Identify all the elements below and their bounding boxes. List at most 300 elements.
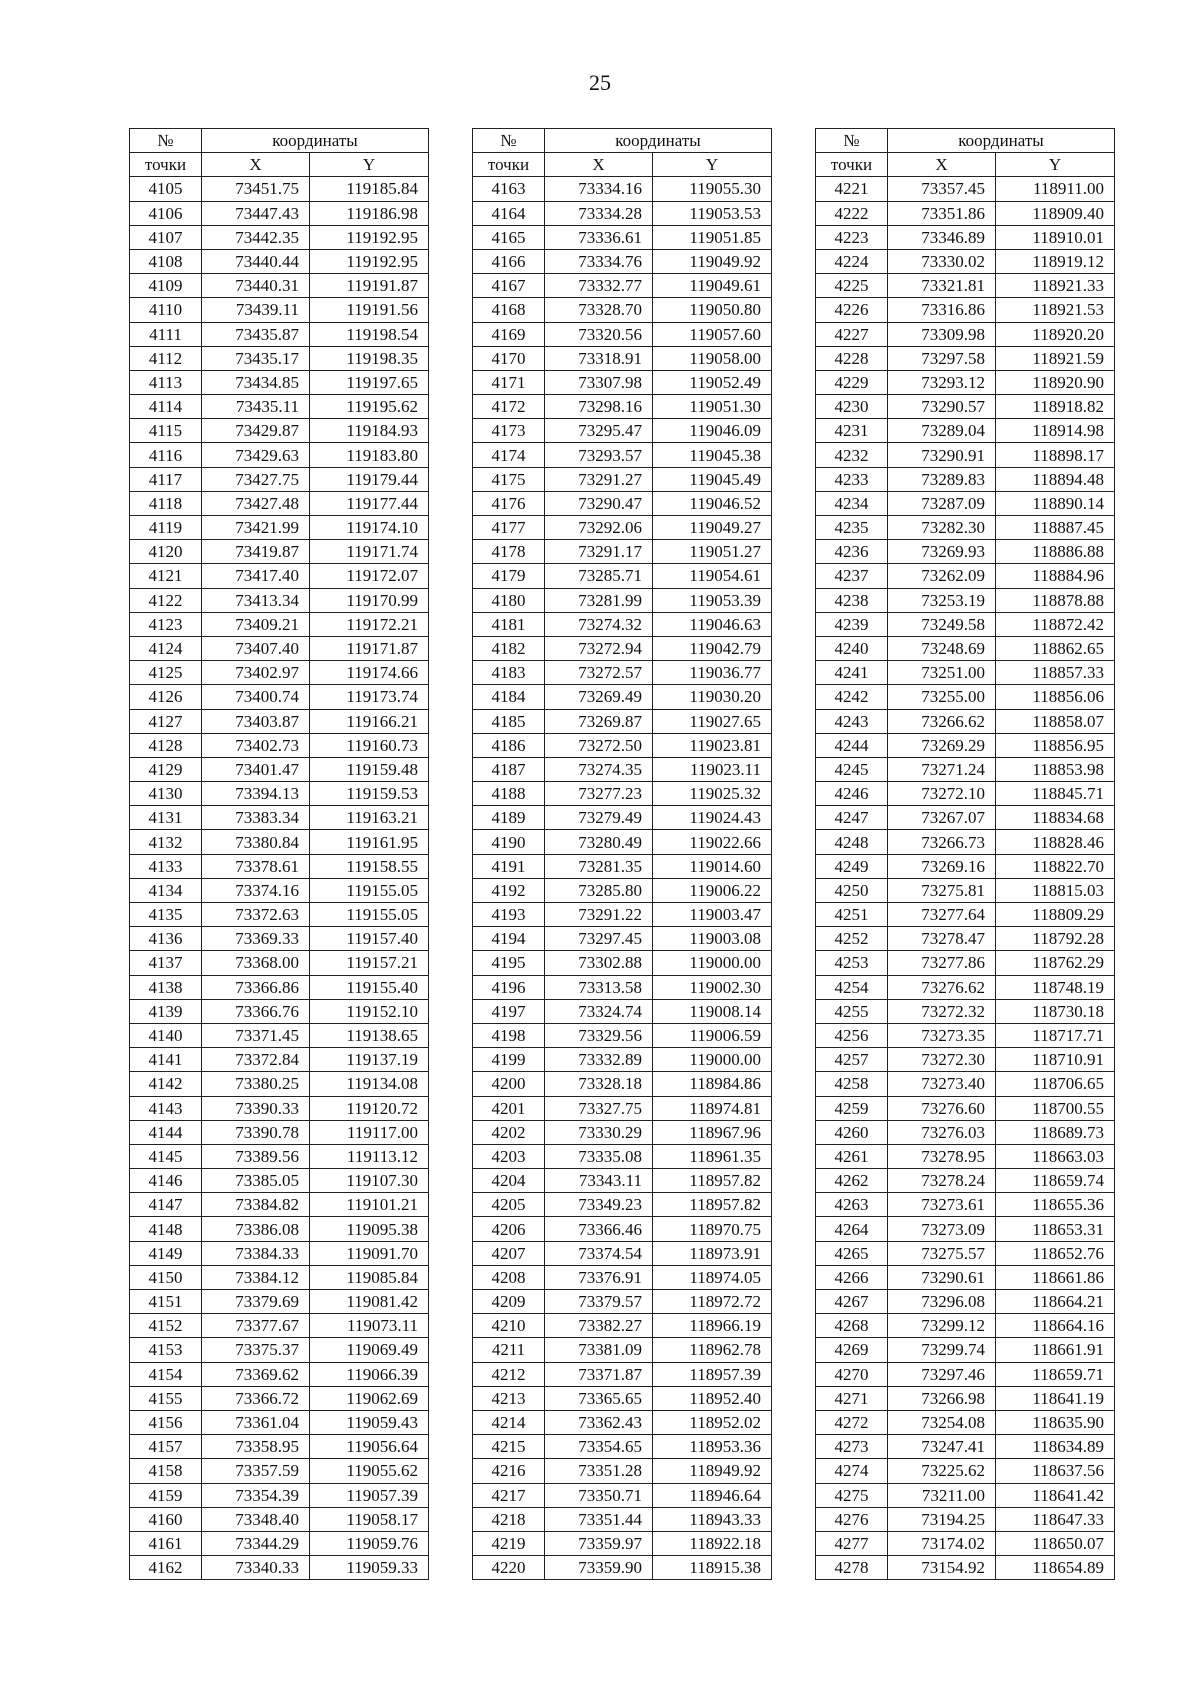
x-coordinate-cell: 73266.98 [888,1386,996,1410]
y-coordinate-cell: 119030.20 [653,685,772,709]
y-coordinate-cell: 119177.44 [310,491,429,515]
table-row [816,661,1115,685]
point-number-cell: 4226 [816,298,888,322]
y-coordinate-cell: 118700.55 [996,1096,1115,1120]
x-coordinate-cell: 73334.16 [545,177,653,201]
point-number-cell: 4185 [473,709,545,733]
table-row [130,999,429,1023]
x-coordinate-cell: 73277.23 [545,782,653,806]
point-number-cell: 4247 [816,806,888,830]
y-coordinate-cell: 118706.65 [996,1072,1115,1096]
point-number-cell: 4128 [130,733,202,757]
y-coordinate-cell: 118634.89 [996,1435,1115,1459]
x-coordinate-cell: 73321.81 [888,274,996,298]
x-coordinate-cell: 73421.99 [202,516,310,540]
table-body [816,177,1115,1580]
point-number-cell: 4267 [816,1290,888,1314]
y-coordinate-cell: 118973.91 [653,1241,772,1265]
point-number-cell: 4203 [473,1144,545,1168]
point-number-cell: 4115 [130,419,202,443]
y-coordinate-cell: 118710.91 [996,1048,1115,1072]
x-coordinate-cell: 73293.57 [545,443,653,467]
x-coordinate-cell: 73285.71 [545,564,653,588]
point-number-cell: 4260 [816,1120,888,1144]
y-coordinate-cell: 118661.91 [996,1338,1115,1362]
y-coordinate-cell: 118872.42 [996,612,1115,636]
point-number-cell: 4219 [473,1531,545,1555]
y-coordinate-cell: 118984.86 [653,1072,772,1096]
point-number-cell: 4175 [473,467,545,491]
x-coordinate-cell: 73276.62 [888,975,996,999]
point-number-cell: 4263 [816,1193,888,1217]
point-number-cell: 4238 [816,588,888,612]
point-number-cell: 4237 [816,564,888,588]
table-row [130,854,429,878]
y-coordinate-cell: 118949.92 [653,1459,772,1483]
x-coordinate-cell: 73297.58 [888,346,996,370]
point-number-cell: 4215 [473,1435,545,1459]
point-number-cell: 4276 [816,1507,888,1531]
y-coordinate-cell: 118809.29 [996,903,1115,927]
x-coordinate-cell: 73394.13 [202,782,310,806]
x-coordinate-cell: 73297.45 [545,927,653,951]
x-coordinate-cell: 73290.61 [888,1265,996,1289]
y-coordinate-cell: 119023.11 [653,757,772,781]
y-coordinate-cell: 119113.12 [310,1144,429,1168]
y-coordinate-cell: 118961.35 [653,1144,772,1168]
point-number-cell: 4257 [816,1048,888,1072]
point-number-cell: 4107 [130,225,202,249]
point-number-cell: 4106 [130,201,202,225]
point-number-cell: 4160 [130,1507,202,1531]
y-coordinate-cell: 119138.65 [310,1023,429,1047]
y-coordinate-cell: 119057.39 [310,1483,429,1507]
x-coordinate-cell: 73291.27 [545,467,653,491]
y-coordinate-cell: 118641.42 [996,1483,1115,1507]
point-number-cell: 4195 [473,951,545,975]
table-row [130,709,429,733]
x-coordinate-cell: 73273.35 [888,1023,996,1047]
y-coordinate-cell: 119172.21 [310,612,429,636]
y-coordinate-cell: 119046.52 [653,491,772,515]
table-row [473,1386,772,1410]
table-row [130,1072,429,1096]
y-coordinate-cell: 118654.89 [996,1556,1115,1580]
y-coordinate-cell: 119195.62 [310,395,429,419]
point-number-cell: 4232 [816,443,888,467]
point-number-cell: 4144 [130,1120,202,1144]
header-number: № [473,129,545,153]
header-x: X [545,153,653,177]
y-coordinate-cell: 118910.01 [996,225,1115,249]
x-coordinate-cell: 73372.63 [202,903,310,927]
table-row [130,757,429,781]
point-number-cell: 4217 [473,1483,545,1507]
y-coordinate-cell: 119157.21 [310,951,429,975]
y-coordinate-cell: 119036.77 [653,661,772,685]
y-coordinate-cell: 119046.09 [653,419,772,443]
point-number-cell: 4148 [130,1217,202,1241]
table-row [816,1386,1115,1410]
point-number-cell: 4189 [473,806,545,830]
y-coordinate-cell: 119184.93 [310,419,429,443]
table-row [816,419,1115,443]
y-coordinate-cell: 118884.96 [996,564,1115,588]
point-number-cell: 4118 [130,491,202,515]
y-coordinate-cell: 119022.66 [653,830,772,854]
point-number-cell: 4228 [816,346,888,370]
y-coordinate-cell: 118862.65 [996,636,1115,660]
x-coordinate-cell: 73174.02 [888,1531,996,1555]
point-number-cell: 4113 [130,370,202,394]
point-number-cell: 4275 [816,1483,888,1507]
x-coordinate-cell: 73378.61 [202,854,310,878]
table-row [473,1023,772,1047]
header-y: Y [653,153,772,177]
x-coordinate-cell: 73332.77 [545,274,653,298]
x-coordinate-cell: 73366.72 [202,1386,310,1410]
x-coordinate-cell: 73440.44 [202,249,310,273]
point-number-cell: 4196 [473,975,545,999]
table-row [816,951,1115,975]
x-coordinate-cell: 73383.34 [202,806,310,830]
point-number-cell: 4225 [816,274,888,298]
point-number-cell: 4251 [816,903,888,927]
table-row [816,1265,1115,1289]
y-coordinate-cell: 118664.16 [996,1314,1115,1338]
table-row [130,1531,429,1555]
x-coordinate-cell: 73380.25 [202,1072,310,1096]
x-coordinate-cell: 73435.87 [202,322,310,346]
y-coordinate-cell: 119101.21 [310,1193,429,1217]
table-row [130,1023,429,1047]
table-row [816,757,1115,781]
table-row [130,1096,429,1120]
table-row [816,878,1115,902]
point-number-cell: 4265 [816,1241,888,1265]
y-coordinate-cell: 119191.87 [310,274,429,298]
table-row [130,1193,429,1217]
y-coordinate-cell: 118890.14 [996,491,1115,515]
table-row [130,249,429,273]
y-coordinate-cell: 118972.72 [653,1290,772,1314]
table-row [130,830,429,854]
x-coordinate-cell: 73291.22 [545,903,653,927]
x-coordinate-cell: 73365.65 [545,1386,653,1410]
point-number-cell: 4142 [130,1072,202,1096]
table-row [816,395,1115,419]
x-coordinate-cell: 73285.80 [545,878,653,902]
table-row [816,1459,1115,1483]
table-row [816,1169,1115,1193]
point-number-cell: 4240 [816,636,888,660]
table-row [473,1314,772,1338]
x-coordinate-cell: 73361.04 [202,1410,310,1434]
coordinates-table-1 [129,128,429,1580]
table-row [473,1193,772,1217]
x-coordinate-cell: 73267.07 [888,806,996,830]
y-coordinate-cell: 119191.56 [310,298,429,322]
header-y: Y [310,153,429,177]
x-coordinate-cell: 73413.34 [202,588,310,612]
y-coordinate-cell: 118974.81 [653,1096,772,1120]
table-row [130,1265,429,1289]
point-number-cell: 4114 [130,395,202,419]
table-row [816,491,1115,515]
header-x: X [202,153,310,177]
point-number-cell: 4197 [473,999,545,1023]
x-coordinate-cell: 73348.40 [202,1507,310,1531]
x-coordinate-cell: 73280.49 [545,830,653,854]
y-coordinate-cell: 119046.63 [653,612,772,636]
point-number-cell: 4245 [816,757,888,781]
x-coordinate-cell: 73340.33 [202,1556,310,1580]
table-row [816,249,1115,273]
point-number-cell: 4278 [816,1556,888,1580]
x-coordinate-cell: 73276.60 [888,1096,996,1120]
table-row [130,346,429,370]
point-number-cell: 4229 [816,370,888,394]
point-number-cell: 4120 [130,540,202,564]
point-number-cell: 4151 [130,1290,202,1314]
x-coordinate-cell: 73362.43 [545,1410,653,1434]
point-number-cell: 4201 [473,1096,545,1120]
table-row [473,1120,772,1144]
table-row [816,564,1115,588]
point-number-cell: 4270 [816,1362,888,1386]
table-row [473,975,772,999]
point-number-cell: 4206 [473,1217,545,1241]
header-point: точки [816,153,888,177]
table-row [130,927,429,951]
x-coordinate-cell: 73273.09 [888,1217,996,1241]
table-row [473,612,772,636]
header-coordinates: координаты [202,129,429,153]
table-row [130,564,429,588]
table-row [130,1507,429,1531]
point-number-cell: 4132 [130,830,202,854]
x-coordinate-cell: 73281.99 [545,588,653,612]
table-row [130,782,429,806]
table-row [816,854,1115,878]
table-row [130,1556,429,1580]
y-coordinate-cell: 118650.07 [996,1531,1115,1555]
point-number-cell: 4117 [130,467,202,491]
table-row [130,201,429,225]
point-number-cell: 4177 [473,516,545,540]
x-coordinate-cell: 73369.62 [202,1362,310,1386]
table-row [473,1435,772,1459]
y-coordinate-cell: 118957.39 [653,1362,772,1386]
x-coordinate-cell: 73390.33 [202,1096,310,1120]
y-coordinate-cell: 119073.11 [310,1314,429,1338]
point-number-cell: 4137 [130,951,202,975]
point-number-cell: 4131 [130,806,202,830]
point-number-cell: 4241 [816,661,888,685]
y-coordinate-cell: 119053.53 [653,201,772,225]
header-x: X [888,153,996,177]
point-number-cell: 4200 [473,1072,545,1096]
x-coordinate-cell: 73316.86 [888,298,996,322]
x-coordinate-cell: 73350.71 [545,1483,653,1507]
y-coordinate-cell: 119006.22 [653,878,772,902]
x-coordinate-cell: 73281.35 [545,854,653,878]
x-coordinate-cell: 73290.91 [888,443,996,467]
point-number-cell: 4258 [816,1072,888,1096]
point-number-cell: 4253 [816,951,888,975]
x-coordinate-cell: 73297.46 [888,1362,996,1386]
x-coordinate-cell: 73382.27 [545,1314,653,1338]
point-number-cell: 4173 [473,419,545,443]
table-row [130,1048,429,1072]
table-row [130,274,429,298]
point-number-cell: 4254 [816,975,888,999]
x-coordinate-cell: 73389.56 [202,1144,310,1168]
y-coordinate-cell: 118909.40 [996,201,1115,225]
y-coordinate-cell: 119163.21 [310,806,429,830]
x-coordinate-cell: 73274.32 [545,612,653,636]
page-number: 25 [589,70,611,95]
x-coordinate-cell: 73290.47 [545,491,653,515]
point-number-cell: 4179 [473,564,545,588]
table-row [130,516,429,540]
x-coordinate-cell: 73272.57 [545,661,653,685]
x-coordinate-cell: 73429.87 [202,419,310,443]
x-coordinate-cell: 73298.16 [545,395,653,419]
header-coordinates: координаты [888,129,1115,153]
x-coordinate-cell: 73275.57 [888,1241,996,1265]
header-point: точки [473,153,545,177]
point-number-cell: 4149 [130,1241,202,1265]
point-number-cell: 4133 [130,854,202,878]
point-number-cell: 4126 [130,685,202,709]
x-coordinate-cell: 73447.43 [202,201,310,225]
point-number-cell: 4211 [473,1338,545,1362]
table-row [473,249,772,273]
table-row [816,1023,1115,1047]
x-coordinate-cell: 73253.19 [888,588,996,612]
point-number-cell: 4261 [816,1144,888,1168]
x-coordinate-cell: 73354.39 [202,1483,310,1507]
y-coordinate-cell: 118918.82 [996,395,1115,419]
point-number-cell: 4220 [473,1556,545,1580]
y-coordinate-cell: 118637.56 [996,1459,1115,1483]
y-coordinate-cell: 119192.95 [310,249,429,273]
y-coordinate-cell: 119055.30 [653,177,772,201]
x-coordinate-cell: 73295.47 [545,419,653,443]
y-coordinate-cell: 118652.76 [996,1241,1115,1265]
table-row [130,322,429,346]
point-number-cell: 4124 [130,636,202,660]
table-row [130,1120,429,1144]
y-coordinate-cell: 119025.32 [653,782,772,806]
table-row [816,225,1115,249]
y-coordinate-cell: 118915.38 [653,1556,772,1580]
y-coordinate-cell: 119186.98 [310,201,429,225]
x-coordinate-cell: 73254.08 [888,1410,996,1434]
y-coordinate-cell: 119107.30 [310,1169,429,1193]
y-coordinate-cell: 119174.66 [310,661,429,685]
y-coordinate-cell: 119091.70 [310,1241,429,1265]
point-number-cell: 4134 [130,878,202,902]
point-number-cell: 4218 [473,1507,545,1531]
x-coordinate-cell: 73354.65 [545,1435,653,1459]
table-row [473,636,772,660]
point-number-cell: 4213 [473,1386,545,1410]
x-coordinate-cell: 73384.12 [202,1265,310,1289]
table-row [130,1169,429,1193]
y-coordinate-cell: 119179.44 [310,467,429,491]
table-row [130,806,429,830]
y-coordinate-cell: 119158.55 [310,854,429,878]
y-coordinate-cell: 118762.29 [996,951,1115,975]
x-coordinate-cell: 73379.69 [202,1290,310,1314]
table-row [473,1265,772,1289]
table-body [130,177,429,1580]
y-coordinate-cell: 119174.10 [310,516,429,540]
point-number-cell: 4156 [130,1410,202,1434]
y-coordinate-cell: 119051.30 [653,395,772,419]
table-row [130,1435,429,1459]
point-number-cell: 4182 [473,636,545,660]
x-coordinate-cell: 73269.87 [545,709,653,733]
table-row [816,1410,1115,1434]
point-number-cell: 4105 [130,177,202,201]
x-coordinate-cell: 73269.29 [888,733,996,757]
point-number-cell: 4169 [473,322,545,346]
x-coordinate-cell: 73275.81 [888,878,996,902]
x-coordinate-cell: 73266.73 [888,830,996,854]
table-row [130,733,429,757]
x-coordinate-cell: 73154.92 [888,1556,996,1580]
table-row [473,927,772,951]
x-coordinate-cell: 73375.37 [202,1338,310,1362]
y-coordinate-cell: 118730.18 [996,999,1115,1023]
x-coordinate-cell: 73357.45 [888,177,996,201]
y-coordinate-cell: 118647.33 [996,1507,1115,1531]
table-row [816,685,1115,709]
point-number-cell: 4146 [130,1169,202,1193]
point-number-cell: 4272 [816,1410,888,1434]
point-number-cell: 4249 [816,854,888,878]
point-number-cell: 4191 [473,854,545,878]
y-coordinate-cell: 118661.86 [996,1265,1115,1289]
point-number-cell: 4162 [130,1556,202,1580]
x-coordinate-cell: 73409.21 [202,612,310,636]
x-coordinate-cell: 73346.89 [888,225,996,249]
x-coordinate-cell: 73439.11 [202,298,310,322]
x-coordinate-cell: 73440.31 [202,274,310,298]
point-number-cell: 4252 [816,927,888,951]
y-coordinate-cell: 119137.19 [310,1048,429,1072]
point-number-cell: 4244 [816,733,888,757]
table-row [130,612,429,636]
x-coordinate-cell: 73279.49 [545,806,653,830]
point-number-cell: 4168 [473,298,545,322]
y-coordinate-cell: 119173.74 [310,685,429,709]
x-coordinate-cell: 73324.74 [545,999,653,1023]
point-number-cell: 4141 [130,1048,202,1072]
point-number-cell: 4159 [130,1483,202,1507]
table-row [130,975,429,999]
point-number-cell: 4155 [130,1386,202,1410]
y-coordinate-cell: 119006.59 [653,1023,772,1047]
x-coordinate-cell: 73402.97 [202,661,310,685]
y-coordinate-cell: 119161.95 [310,830,429,854]
x-coordinate-cell: 73320.56 [545,322,653,346]
table-row [130,636,429,660]
table-row [473,1217,772,1241]
